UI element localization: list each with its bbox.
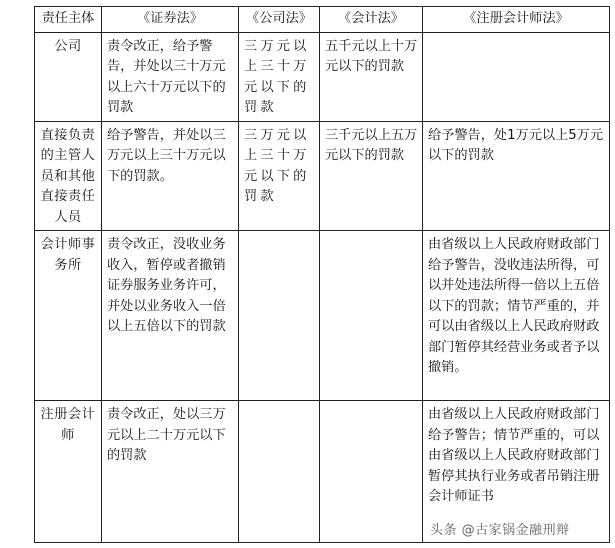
table-header-row	[35, 7, 610, 33]
company-law-cell	[239, 231, 320, 401]
header-cpa-law: 《注册会计师法》	[423, 7, 610, 33]
company-law-cell	[239, 401, 320, 543]
header-securities-law: 《证券法》	[102, 7, 239, 33]
accounting-law-cell: 三千元以上五万元以下的罚款	[320, 121, 423, 231]
header-subject: 责任主体	[35, 7, 102, 33]
header-accounting-law: 《会计法》	[320, 7, 423, 33]
subject-cell: 直接负责的主管人员和其他直接责任人员	[35, 121, 102, 231]
cpa-law-cell: 给予警告，处1万元以上5万元以下的罚款	[423, 121, 610, 231]
table-row	[35, 231, 610, 401]
cpa-law-cell: 由省级以上人民政府财政部门给予警告；情节严重的，可以由省级以上人民政府财政部门暂停其执行业务或者吊销注册会计师证书	[423, 401, 610, 543]
header-company-law: 《公司法》	[239, 7, 320, 33]
securities-law-cell: 责令改正，给予警告，并处以三十万元以上六十万元以下的罚款	[102, 32, 239, 121]
company-law-cell: 三万元以上三十万元以下的罚款	[239, 121, 320, 231]
cpa-law-cell	[423, 32, 610, 121]
subject-cell: 注册会计师	[35, 401, 102, 543]
accounting-law-cell	[320, 401, 423, 543]
securities-law-cell: 责令改正，处以三万元以上二十万元以下的罚款	[102, 401, 239, 543]
penalty-comparison-table	[34, 6, 610, 543]
watermark-text: 头条 @古家锅金融刑辩	[430, 523, 570, 538]
watermark	[430, 519, 570, 538]
accounting-law-cell	[320, 231, 423, 401]
subject-cell: 会计师事务所	[35, 231, 102, 401]
accounting-law-cell: 五千元以上十万元以下的罚款	[320, 32, 423, 121]
table-row	[35, 121, 610, 231]
subject-cell: 公司	[35, 32, 102, 121]
securities-law-cell: 给予警告，并处以三万元以上三十万元以下的罚款。	[102, 121, 239, 231]
table-row	[35, 32, 610, 121]
cpa-law-cell: 由省级以上人民政府财政部门给予警告，没收违法所得，可以并处违法所得一倍以上五倍以下的罚款；情节严重的，并可以由省级以上人民政府财政部门暂停其经营业务或者予以撤销。	[423, 231, 610, 401]
company-law-cell: 三万元以上三十万元以下的罚款	[239, 32, 320, 121]
securities-law-cell: 责令改正，没收业务收入，暂停或者撤销证券服务业务许可，并处以业务收入一倍以上五倍以下的罚款	[102, 231, 239, 401]
